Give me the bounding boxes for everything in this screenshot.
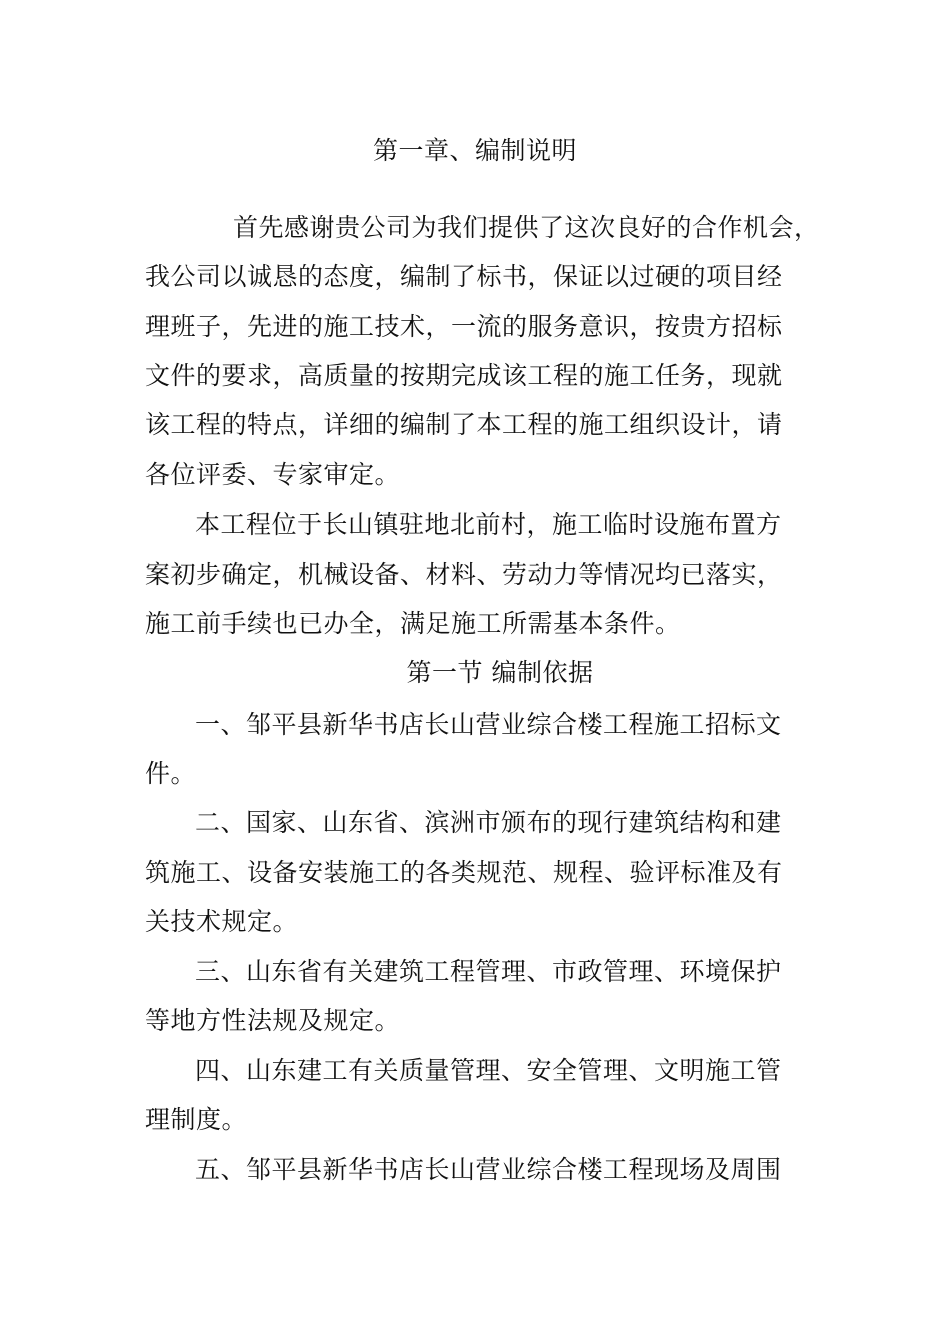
paragraph-line: 施工前手续也已办全，满足施工所需基本条件。	[145, 609, 681, 638]
list-item: 五、邹平县新华书店长山营业综合楼工程现场及周围	[195, 1155, 782, 1184]
paragraph-line: 该工程的特点，详细的编制了本工程的施工组织设计，请	[145, 410, 783, 439]
paragraph-line: 案初步确定，机械设备、材料、劳动力等情况均已落实，	[145, 560, 783, 589]
paragraph-line: 首先感谢贵公司为我们提供了这次良好的合作机会，	[233, 213, 820, 242]
list-item: 三、山东省有关建筑工程管理、市政管理、环境保护	[195, 957, 782, 986]
list-item-continuation: 筑施工、设备安装施工的各类规范、规程、验评标准及有	[145, 858, 783, 887]
chapter-title: 第一章、编制说明	[372, 136, 577, 165]
list-item-continuation: 等地方性法规及规定。	[145, 1006, 401, 1035]
list-item: 二、国家、山东省、滨洲市颁布的现行建筑结构和建	[195, 808, 782, 837]
list-item-continuation: 理制度。	[145, 1105, 248, 1134]
list-item-continuation: 件。	[145, 759, 197, 788]
list-item: 四、山东建工有关质量管理、安全管理、文明施工管	[195, 1056, 782, 1085]
list-item: 一、邹平县新华书店长山营业综合楼工程施工招标文	[195, 710, 782, 739]
section-title: 第一节 编制依据	[406, 658, 594, 687]
paragraph-line: 本工程位于长山镇驻地北前村，施工临时设施布置方	[195, 510, 782, 539]
list-item-continuation: 关技术规定。	[145, 907, 299, 936]
paragraph-line: 理班子，先进的施工技术，一流的服务意识，按贵方招标	[145, 312, 783, 341]
paragraph-line: 各位评委、专家审定。	[145, 460, 401, 489]
paragraph-line: 我公司以诚恳的态度，编制了标书，保证以过硬的项目经	[145, 262, 783, 291]
paragraph-line: 文件的要求，高质量的按期完成该工程的施工任务，现就	[145, 361, 783, 390]
